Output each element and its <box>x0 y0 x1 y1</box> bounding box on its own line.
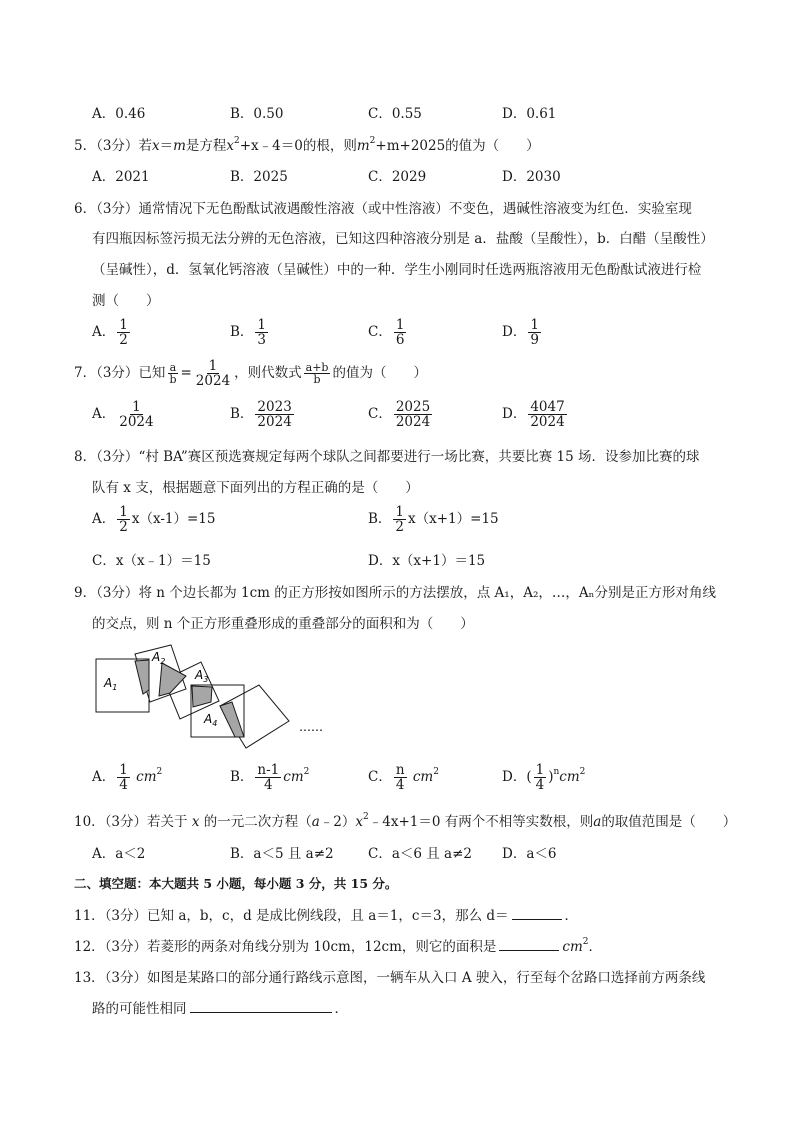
q7-option-a: A． $\frac{1}{2024}$ <box>92 399 154 431</box>
q9-figure <box>90 640 350 750</box>
section-2-title: 二、填空题：本大题共 5 小题，每小题 3 分，共 15 分。 <box>74 876 398 891</box>
q6-option-c: C． $\frac{1}{6}$ <box>368 317 405 349</box>
overlap-3 <box>192 686 212 707</box>
q5-stem: 5．（3分）若x＝m是方程$x^2+x﹣4=0$的根，则$m^2+m+2025$的值为（ ） <box>74 136 540 154</box>
q9-option-c: C． $\frac{n}{4}$ $cm^2$ <box>368 762 439 794</box>
q4-option-d: D．0.61 <box>502 106 557 122</box>
q8-line-2: 队有 x 支，根据题意下面列出的方程正确的是（ ） <box>92 480 419 496</box>
q10-option-a: A．a＜2 <box>92 846 146 862</box>
label-a3: $A_3$ <box>195 668 209 684</box>
label-a1: $A_1$ <box>104 676 118 692</box>
q6-option-d: D． $\frac{1}{9}$ <box>502 317 539 349</box>
q4-option-c: C．0.55 <box>368 106 422 122</box>
q11-answer-blank[interactable] <box>512 918 562 920</box>
q13-line-2: 路的可能性相同 ． <box>92 1001 348 1017</box>
q11-stem: 11．（3分）已知 a，b，c，d 是成比例线段，且 a＝1，c＝3，那么 d＝ ． <box>74 908 579 924</box>
q8-option-a: A． $\frac{1}{2}$ x（x-1）=15 <box>92 504 216 536</box>
q7-option-c: C． $\frac{2025}{2024}$ <box>368 399 431 431</box>
q8-option-b: B． $\frac{1}{2}$ x（x+1）=15 <box>368 504 499 536</box>
q6-line-3: （呈碱性），d．氢氧化钙溶液（呈碱性）中的一种．学生小刚同时任选两瓶溶液用无色酚酞试液进行检 <box>92 262 702 278</box>
q9-option-b: B． $\frac{n-1}{4}$ $cm^2$ <box>230 762 310 794</box>
q10-stem: 10．（3分）若关于 x 的一元二次方程$(a﹣2)x^2﹣4x+1=0$ 有两个不相等实数根，则a的取值范围是（ ） <box>74 812 737 830</box>
q4-option-b: B．0.50 <box>230 106 284 122</box>
q10-option-c: C．a＜6 且 a≠2 <box>368 846 472 862</box>
q6-option-a: A． $\frac{1}{2}$ <box>92 317 128 349</box>
q6-line-2: 有四瓶因标签污损无法分辨的无色溶液，已知这四种溶液分别是 a．盐酸（呈酸性），b．白醋（呈酸性） <box>92 231 714 247</box>
q8-option-c: C．x（x﹣1）＝15 <box>92 553 211 569</box>
q5-option-d: D．2030 <box>502 169 561 185</box>
q10-option-d: D．a＜6 <box>502 846 557 862</box>
label-a2: $A_2$ <box>152 650 166 666</box>
q12-answer-blank[interactable] <box>499 949 559 951</box>
q12-stem: 12．（3分）若菱形的两条对角线分别为 10cm，12cm，则它的面积是 $cm^2$． <box>74 937 603 955</box>
q9-line-1: 9．（3分）将 n 个边长都为 1cm 的正方形按如图所示的方法摆放，点 A₁，A₂，…，Aₙ分别是正方形对角线 <box>74 585 716 601</box>
q8-option-d: D．x（x+1）＝15 <box>368 553 486 569</box>
overlap-2 <box>159 663 186 696</box>
q5-option-a: A．2021 <box>92 169 150 185</box>
q7-stem: 7．（3分）已知 $\frac{a}{b}$ = $\frac{1}{2024}$ ，则代数式 $\frac{a+b}{b}$ 的值为（ ） <box>74 358 427 390</box>
q13-answer-blank[interactable] <box>190 1011 332 1013</box>
q7-option-b: B． $\frac{2023}{2024}$ <box>230 399 292 431</box>
label-a4: $A_4$ <box>204 712 218 728</box>
q6-line-4: 测（ ） <box>92 293 160 309</box>
q5-option-b: B．2025 <box>230 169 288 185</box>
overlap-4 <box>220 702 244 737</box>
q6-option-b: B． $\frac{1}{3}$ <box>230 317 267 349</box>
q6-line-1: 6．（3分）通常情况下无色酚酞试液遇酸性溶液（或中性溶液）不变色，遇碱性溶液变为红色．实验室现 <box>74 201 692 217</box>
q10-option-b: B．a＜5 且 a≠2 <box>230 846 334 862</box>
q9-option-d: D．( $\frac{1}{4}$ )$^ncm^2$ <box>502 762 586 794</box>
q8-line-1: 8．（3分）“村 BA”赛区预选赛规定每两个球队之间都要进行一场比赛，共要比赛 15 场．设参加比赛的球 <box>74 449 700 465</box>
q7-option-d: D． $\frac{4047}{2024}$ <box>502 399 565 431</box>
ellipsis: …… <box>299 720 323 734</box>
q9-option-a: A． $\frac{1}{4}$ $cm^2$ <box>92 762 163 794</box>
overlap-1 <box>135 660 149 694</box>
q5-option-c: C．2029 <box>368 169 427 185</box>
q13-line-1: 13．（3分）如图是某路口的部分通行路线示意图，一辆车从入口 A 驶入，行至每个岔路口选择前方两条线 <box>74 970 706 986</box>
q4-option-a: A．0.46 <box>92 106 146 122</box>
q9-line-2: 的交点，则 n 个正方形重叠形成的重叠部分的面积和为（ ） <box>92 616 474 632</box>
